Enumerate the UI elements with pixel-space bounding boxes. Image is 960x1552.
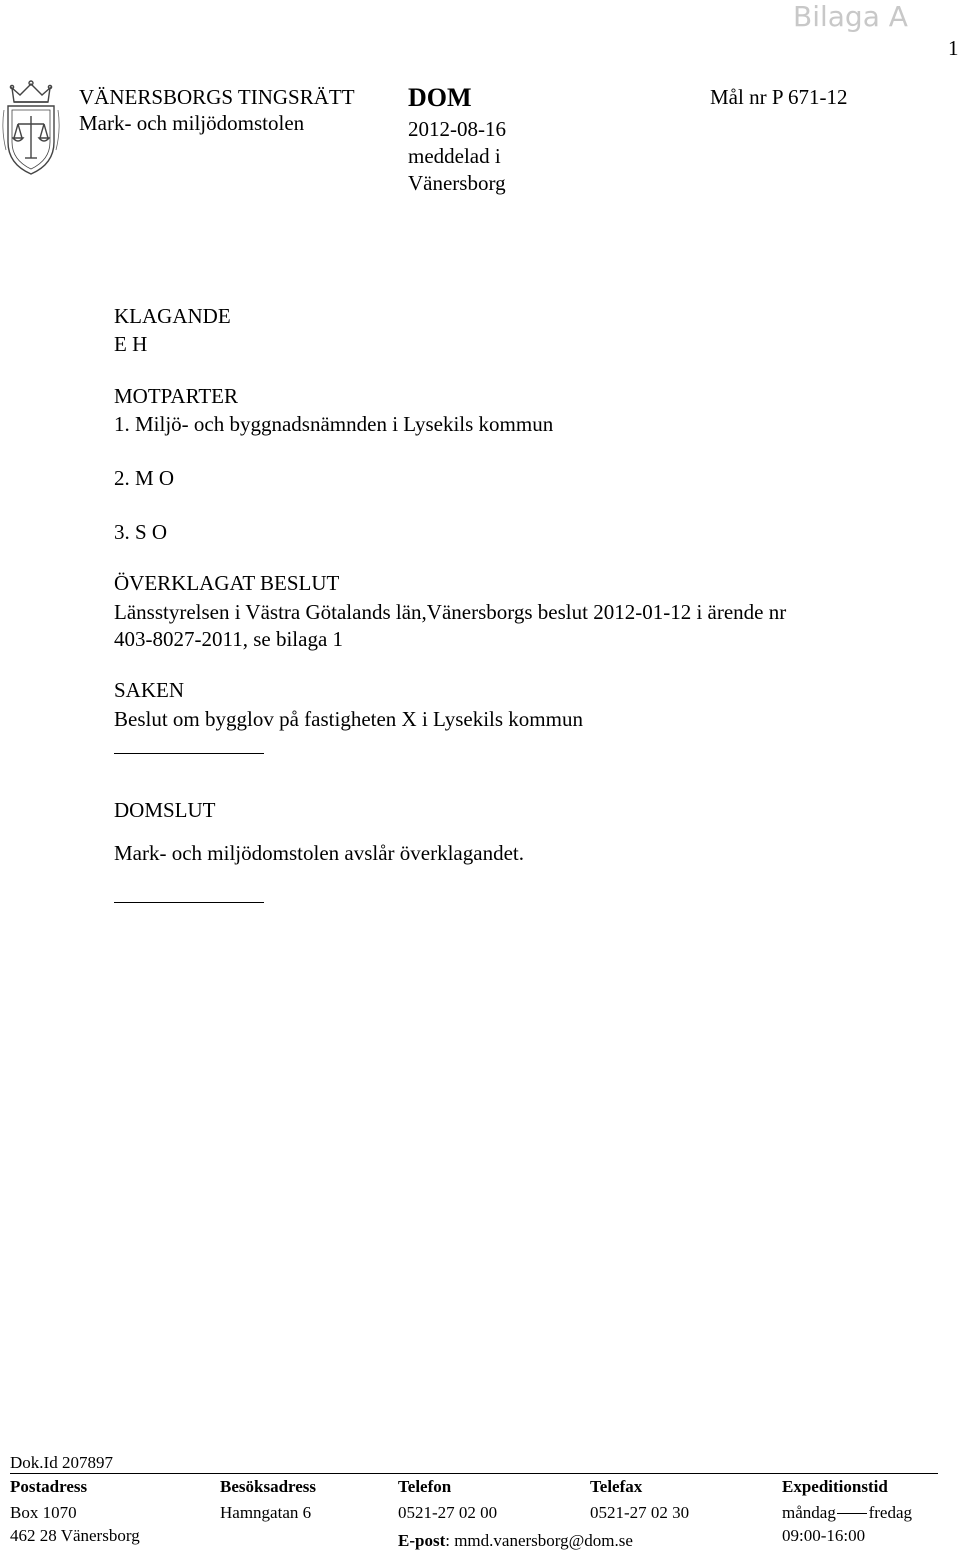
issued-line-1: meddelad i bbox=[408, 144, 501, 168]
telefax-header: Telefax bbox=[590, 1477, 643, 1496]
overklagat-line-2: 403-8027-2011, se bilaga 1 bbox=[114, 627, 344, 651]
besoksadress-value: Hamngatan 6 bbox=[220, 1503, 312, 1522]
overklagat-heading: ÖVERKLAGAT BESLUT bbox=[114, 571, 340, 595]
klagande-value: E H bbox=[114, 332, 148, 356]
expeditionstid-header: Expeditionstid bbox=[782, 1477, 888, 1496]
telefax-value: 0521-27 02 30 bbox=[590, 1503, 690, 1522]
motparter-heading: MOTPARTER bbox=[114, 384, 238, 408]
document-date: 2012-08-16 bbox=[408, 117, 506, 141]
klagande-heading: KLAGANDE bbox=[114, 304, 231, 328]
footer-rule bbox=[10, 1473, 938, 1474]
expeditionstid-days bbox=[782, 1502, 912, 1524]
case-number: Mål nr P 671-12 bbox=[710, 85, 848, 109]
postadress-line-1: Box 1070 bbox=[10, 1503, 77, 1522]
motpart-3: 3. S O bbox=[114, 520, 168, 544]
separator-line bbox=[114, 753, 264, 754]
court-crest-icon bbox=[0, 80, 62, 178]
court-name: VÄNERSBORGS TINGSRÄTT bbox=[79, 85, 355, 109]
expeditionstid-day-to: fredag bbox=[868, 1503, 912, 1522]
saken-value: Beslut om bygglov på fastigheten X i Lysekils kommun bbox=[114, 707, 583, 731]
motpart-2: 2. M O bbox=[114, 466, 175, 490]
separator-line bbox=[114, 902, 264, 903]
court-department: Mark- och miljödomstolen bbox=[79, 111, 305, 135]
issued-line-2: Vänersborg bbox=[408, 171, 506, 195]
email-value[interactable]: : mmd.vanersborg@dom.se bbox=[445, 1531, 633, 1550]
email-label: E-post bbox=[398, 1531, 446, 1550]
saken-heading: SAKEN bbox=[114, 678, 185, 702]
watermark-text: Bilaga A bbox=[793, 0, 908, 33]
besoksadress-header: Besöksadress bbox=[220, 1477, 317, 1496]
telefon-header: Telefon bbox=[398, 1477, 452, 1496]
expeditionstid-day-from: måndag bbox=[782, 1503, 836, 1522]
document-type: DOM bbox=[408, 83, 472, 112]
postadress-header: Postadress bbox=[10, 1477, 88, 1496]
email-line bbox=[398, 1530, 633, 1552]
dash-separator bbox=[837, 1513, 867, 1524]
page-number: 1 bbox=[948, 36, 959, 60]
domslut-heading: DOMSLUT bbox=[114, 798, 216, 822]
postadress-line-2: 462 28 Vänersborg bbox=[10, 1526, 140, 1545]
motpart-1: 1. Miljö- och byggnadsnämnden i Lysekils kommun bbox=[114, 412, 554, 436]
overklagat-line-1: Länsstyrelsen i Västra Götalands län,Vänersborgs beslut 2012-01-12 i ärende nr bbox=[114, 600, 787, 624]
telefon-value: 0521-27 02 00 bbox=[398, 1503, 498, 1522]
domslut-value: Mark- och miljödomstolen avslår överklagandet. bbox=[114, 841, 524, 865]
expeditionstid-hours: 09:00-16:00 bbox=[782, 1526, 866, 1545]
dok-id: Dok.Id 207897 bbox=[10, 1453, 113, 1472]
